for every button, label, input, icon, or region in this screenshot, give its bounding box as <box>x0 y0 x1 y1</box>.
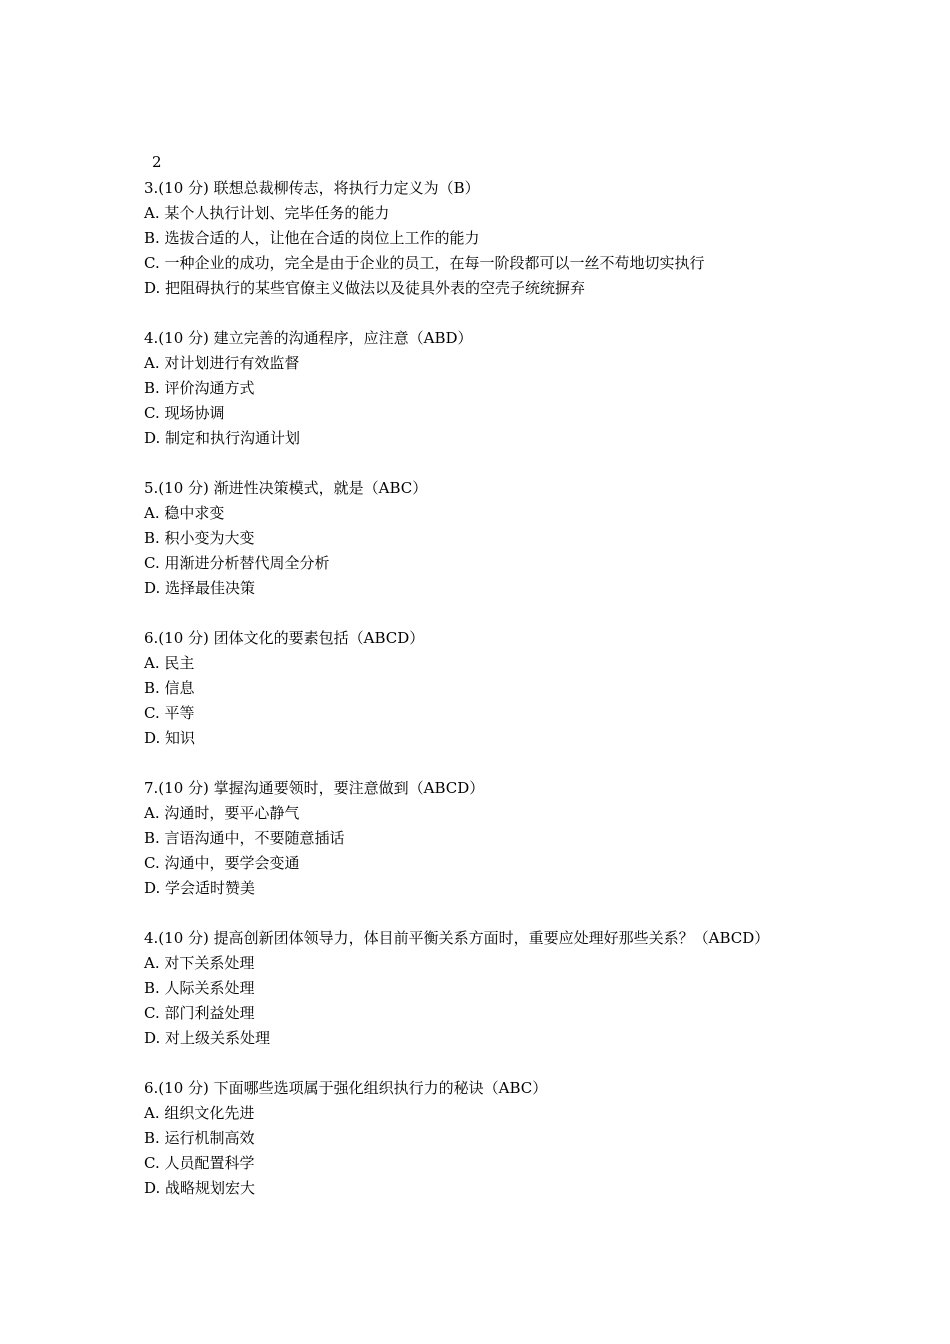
question-title: 5.(10 分) 渐进性决策模式，就是（ABC） <box>144 479 428 497</box>
option-a: A. 民主 <box>144 654 195 672</box>
option-c: C. 用渐进分析替代周全分析 <box>144 554 330 572</box>
option-d: D. 对上级关系处理 <box>144 1029 271 1047</box>
question-block <box>144 476 804 601</box>
option-d: D. 选择最佳决策 <box>144 579 256 597</box>
option-d: D. 把阻碍执行的某些官僚主义做法以及徒具外表的空壳子统统摒弃 <box>144 279 586 297</box>
option-b: B. 评价沟通方式 <box>144 379 255 397</box>
question-title: 4.(10 分) 提高创新团体领导力，体目前平衡关系方面时，重要应处理好那些关系？（ABCD） <box>144 929 770 947</box>
option-a: A. 对下关系处理 <box>144 954 255 972</box>
question-title: 7.(10 分) 掌握沟通要领时，要注意做到（ABCD） <box>144 779 485 797</box>
option-c: C. 人员配置科学 <box>144 1154 255 1172</box>
question-block <box>144 326 804 451</box>
option-b: B. 积小变为大变 <box>144 529 255 547</box>
question-block <box>144 926 804 1051</box>
option-c: C. 平等 <box>144 704 195 722</box>
option-a: A. 对计划进行有效监督 <box>144 354 300 372</box>
question-title: 6.(10 分) 下面哪些选项属于强化组织执行力的秘诀（ABC） <box>144 1079 548 1097</box>
option-b: B. 运行机制高效 <box>144 1129 255 1147</box>
question-block <box>144 1076 804 1201</box>
question-list <box>144 176 804 1226</box>
option-c: C. 一种企业的成功，完全是由于企业的员工，在每一阶段都可以一丝不苟地切实执行 <box>144 254 705 272</box>
page-number: 2 <box>152 153 162 171</box>
option-a: A. 某个人执行计划、完毕任务的能力 <box>144 204 390 222</box>
option-d: D. 制定和执行沟通计划 <box>144 429 301 447</box>
option-a: A. 组织文化先进 <box>144 1104 255 1122</box>
option-a: A. 沟通时，要平心静气 <box>144 804 300 822</box>
option-b: B. 信息 <box>144 679 195 697</box>
question-block <box>144 776 804 901</box>
option-b: B. 选拔合适的人，让他在合适的岗位上工作的能力 <box>144 229 480 247</box>
question-title: 6.(10 分) 团体文化的要素包括（ABCD） <box>144 629 425 647</box>
option-c: C. 现场协调 <box>144 404 225 422</box>
option-d: D. 知识 <box>144 729 196 747</box>
question-block <box>144 626 804 751</box>
option-c: C. 部门利益处理 <box>144 1004 255 1022</box>
option-a: A. 稳中求变 <box>144 504 225 522</box>
question-title: 4.(10 分) 建立完善的沟通程序，应注意（ABD） <box>144 329 473 347</box>
question-block <box>144 176 804 301</box>
option-b: B. 言语沟通中，不要随意插话 <box>144 829 345 847</box>
option-d: D. 学会适时赞美 <box>144 879 256 897</box>
option-d: D. 战略规划宏大 <box>144 1179 256 1197</box>
option-b: B. 人际关系处理 <box>144 979 255 997</box>
option-c: C. 沟通中，要学会变通 <box>144 854 300 872</box>
question-title: 3.(10 分) 联想总裁柳传志，将执行力定义为（B） <box>144 179 480 197</box>
